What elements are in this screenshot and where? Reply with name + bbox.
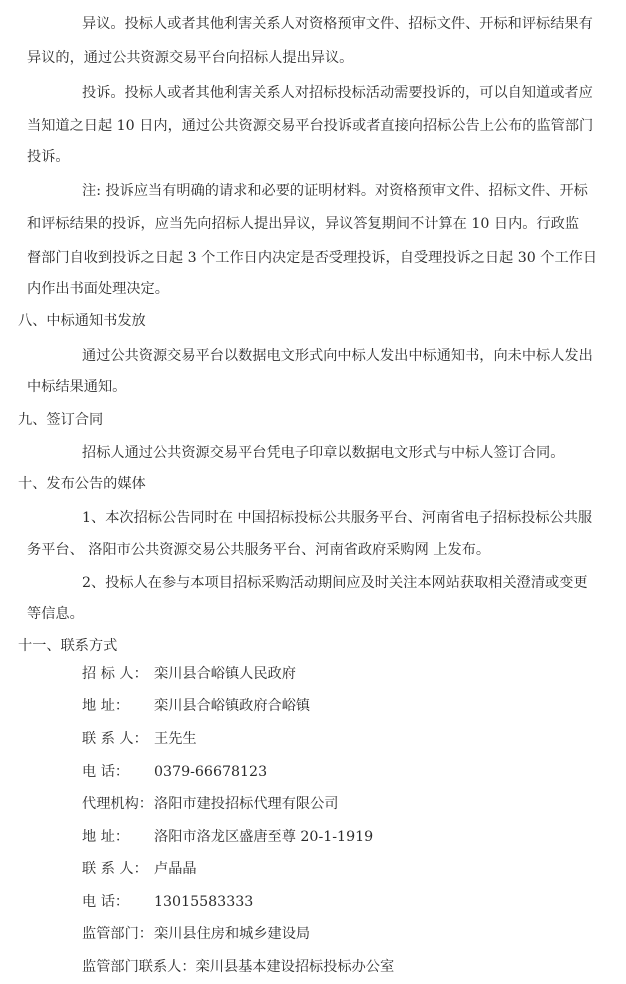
note-line-4: 内作出书面处理决定。 bbox=[27, 281, 169, 297]
section-10-heading: 十、发布公告的媒体 bbox=[18, 476, 146, 492]
contact-label: 联 系 人： bbox=[82, 731, 148, 747]
contact-row-regulator bbox=[82, 918, 626, 951]
contact-row-agency bbox=[82, 788, 626, 821]
section-10-item-1-line-2: 务平台、 洛阳市公共资源交易公共服务平台、河南省政府采购网 上发布。 bbox=[27, 542, 491, 558]
contact-label: 监管部门联系人： bbox=[82, 959, 196, 975]
objection-line-1: 异议。投标人或者其他利害关系人对资格预审文件、招标文件、开标和评标结果有 bbox=[82, 16, 593, 32]
section-10-item-2-line-1: 2、投标人在参与本项目招标采购活动期间应及时关注本网站获取相关澄清或变更 bbox=[82, 575, 588, 591]
contact-value: 0379-66678123 bbox=[154, 764, 268, 780]
objection-line-2: 异议的，通过公共资源交易平台向招标人提出异议。 bbox=[27, 50, 354, 66]
contact-row-person bbox=[82, 723, 626, 756]
contact-row-tenderer bbox=[82, 658, 626, 691]
section-8-line-1: 通过公共资源交易平台以数据电文形式向中标人发出中标通知书，向未中标人发出 bbox=[82, 348, 593, 364]
contact-value: 栾川县合峪镇人民政府 bbox=[154, 666, 296, 682]
section-9-heading: 九、签订合同 bbox=[18, 412, 104, 428]
section-9-line-1: 招标人通过公共资源交易平台凭电子印章以数据电文形式与中标人签订合同。 bbox=[82, 445, 565, 461]
contact-value: 栾川县合峪镇政府合峪镇 bbox=[154, 698, 311, 714]
contact-value: 栾川县基本建设招标投标办公室 bbox=[195, 959, 395, 975]
section-10-item-2-line-2: 等信息。 bbox=[27, 606, 84, 622]
note-line-3: 督部门自收到投诉之日起 3 个工作日内决定是否受理投诉，自受理投诉之日起 30 个工作日 bbox=[27, 250, 598, 266]
note-line-2: 和评标结果的投诉，应当先向招标人提出异议，异议答复期间不计算在 10 日内。行政监 bbox=[27, 216, 580, 232]
contact-label: 监管部门： bbox=[82, 926, 153, 942]
section-8-heading: 八、中标通知书发放 bbox=[18, 313, 146, 329]
contact-label: 电 话： bbox=[82, 894, 130, 910]
contact-row-agency-phone bbox=[82, 886, 626, 919]
contact-label: 招 标 人： bbox=[82, 666, 148, 682]
contact-value: 洛阳市建投招标代理有限公司 bbox=[154, 796, 339, 812]
contact-label: 联 系 人： bbox=[82, 861, 148, 877]
section-11-heading: 十一、联系方式 bbox=[18, 638, 118, 654]
complaint-line-1: 投诉。投标人或者其他利害关系人对招标投标活动需要投诉的，可以自知道或者应 bbox=[82, 85, 593, 101]
contact-row-phone bbox=[82, 756, 626, 789]
contact-value: 洛阳市洛龙区盛唐至尊 20-1-1919 bbox=[154, 829, 374, 845]
contact-row-agency-person bbox=[82, 853, 626, 886]
complaint-line-3: 投诉。 bbox=[27, 149, 70, 165]
contact-label: 地 址： bbox=[82, 829, 130, 845]
complaint-line-2: 当知道之日起 10 日内，通过公共资源交易平台投诉或者直接向招标公告上公布的监管部门 bbox=[27, 118, 594, 134]
contact-row-address bbox=[82, 690, 626, 723]
contact-value: 栾川县住房和城乡建设局 bbox=[154, 926, 311, 942]
contact-label: 地 址： bbox=[82, 698, 130, 714]
section-8-line-2: 中标结果通知。 bbox=[27, 379, 127, 395]
contact-row-regulator-contact bbox=[82, 951, 626, 984]
contact-label: 电 话： bbox=[82, 764, 130, 780]
contact-value: 王先生 bbox=[154, 731, 197, 747]
contact-label: 代理机构： bbox=[82, 796, 153, 812]
contact-row-agency-address bbox=[82, 821, 626, 854]
section-10-item-1-line-1: 1、本次招标公告同时在 中国招标投标公共服务平台、河南省电子招标投标公共服 bbox=[82, 510, 593, 526]
contact-value: 卢晶晶 bbox=[154, 861, 197, 877]
contact-value: 13015583333 bbox=[154, 894, 254, 910]
note-line-1: 注: 投诉应当有明确的请求和必要的证明材料。对资格预审文件、招标文件、开标 bbox=[82, 183, 588, 199]
